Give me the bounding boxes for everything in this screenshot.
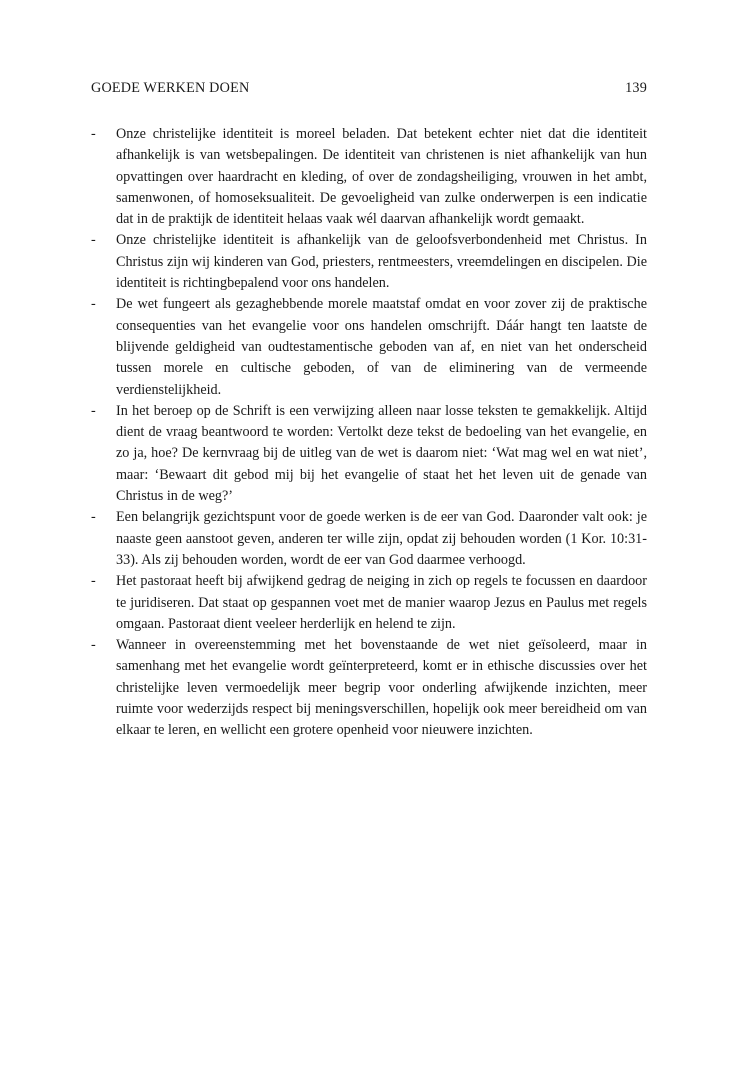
- bullet-item-pastorate: [91, 571, 647, 635]
- bullet-text: De wet fungeert als gezaghebbende morele maatstaf omdat en voor zover zij de praktische consequenties van het evangelie voor ons handelen omschrijft. Dáár hangt ten laatste de blijvende geldigheid van oudtestamentische geboden van af, en niet van het onderscheid tussen morele en cultische geboden, of van de eliminering van de vermeende verdienstelijkheid.: [116, 296, 647, 398]
- bullet-list: [91, 124, 647, 742]
- bullet-text: Onze christelijke identiteit is afhankelijk van de geloofsverbondenheid met Christus. In Christus zijn wij kinderen van God, priesters, rentmeesters, vreemdelingen en discipelen. Die identiteit is richtingbepalend voor ons handelen.: [116, 232, 647, 292]
- bullet-dash: -: [91, 509, 96, 526]
- bullet-dash: -: [91, 637, 96, 654]
- bullet-dash: -: [91, 296, 96, 313]
- bullet-dash: -: [91, 232, 96, 249]
- bullet-item-glory-of-god: [91, 507, 647, 571]
- bullet-item-law-standard: [91, 294, 647, 400]
- page-number: 139: [625, 80, 647, 96]
- page: [91, 78, 647, 742]
- bullet-dash: -: [91, 573, 96, 590]
- bullet-text: Het pastoraat heeft bij afwijkend gedrag de neiging in zich op regels te focussen en daardoor te juridiseren. Dat staat op gespannen voet met de manier waarop Jezus en Paulus met regels omgaan. Pastoraat dient veeleer herderlijk en helend te zijn.: [116, 573, 647, 632]
- bullet-text: Wanneer in overeenstemming met het bovenstaande de wet niet geïsoleerd, maar in samenhang met het evangelie wordt geïnterpreteerd, komt er in ethische discussies over het christelijke leven vermoedelijk meer begrip voor onderling afwijkende inzichten, meer ruimte voor wederzijds respect bij meningsverschillen, hopelijk ook meer bereidheid om van elkaar te leren, en wellicht een grotere openheid voor nieuwere inzichten.: [116, 637, 647, 739]
- bullet-item-identity-christ: [91, 230, 647, 294]
- bullet-text: Een belangrijk gezichtspunt voor de goede werken is de eer van God. Daaronder valt ook: je naaste geen aanstoot geven, anderen ter wille zijn, opdat zij behouden worden (1 Kor. 10:31-33). Als zij behouden worden, wordt de eer van God daarmee verhoogd.: [116, 509, 647, 568]
- bullet-text: In het beroep op de Schrift is een verwijzing alleen naar losse teksten te gemakkelijk. Altijd dient de vraag beantwoord te worden: Vertolkt deze tekst de bedoeling van het evangelie, en zo ja, hoe? De kernvraag bij de uitleg van de wet is daarom niet: ‘Wat mag wel en wat niet’, maar: ‘Bewaart dit gebod mij bij het evangelie of staat het het leven uit de genade van Christus in de weg?’: [116, 402, 647, 505]
- running-head-title: GOEDE WERKEN DOEN: [91, 80, 250, 96]
- bullet-item-identity-moral: [91, 124, 647, 230]
- bullet-dash: -: [91, 126, 96, 142]
- bullet-item-scripture: [91, 401, 647, 507]
- bullet-item-ethical-discussions: [91, 635, 647, 741]
- bullet-dash: -: [91, 402, 96, 419]
- running-head: [91, 78, 647, 98]
- bullet-text: Onze christelijke identiteit is moreel beladen. Dat betekent echter niet dat die identiteit afhankelijk is van wetsbepalingen. De identiteit van christenen is niet afhankelijk van hun opvattingen over haardracht en kleding, of over de zondagsheiliging, vrouwen in het ambt, samenwonen, of homoseksualiteit. De gevoeligheid van zulke onderwerpen is een indicatie dat in de praktijk de identiteit helaas vaak wél daarvan afhankelijk wordt gemaakt.: [116, 126, 647, 228]
